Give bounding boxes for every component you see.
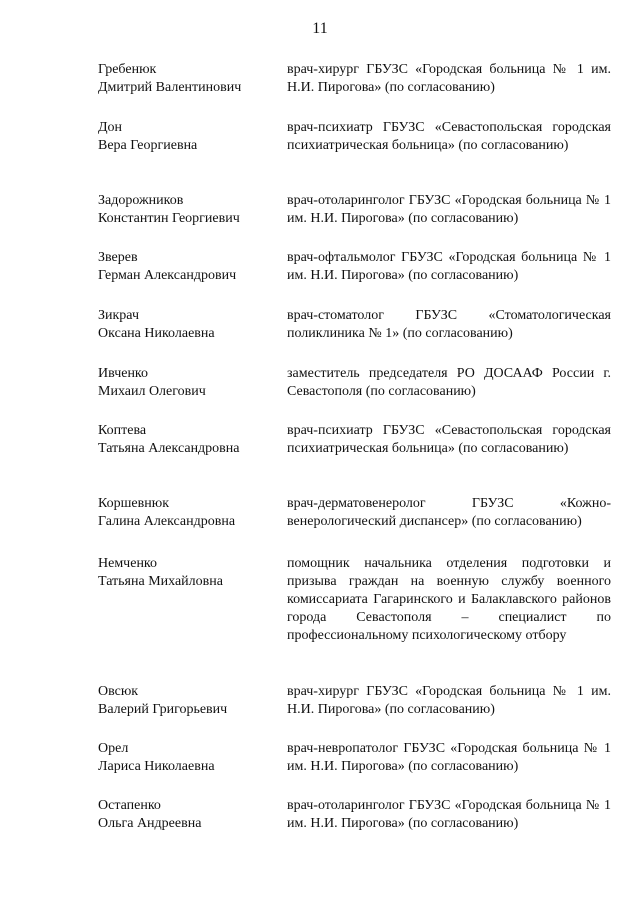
person-name	[98, 740, 273, 776]
position-description: врач-хирург ГБУЗС «Городская больница № 1 им. Н.И. Пирогова» (по согласованию)	[287, 62, 611, 95]
person-name	[98, 307, 273, 343]
position-description: врач-офтальмолог ГБУЗС «Городская больница № 1 им. Н.И. Пирогова» (по согласованию)	[287, 250, 611, 283]
page-number: 11	[312, 20, 328, 37]
surname: Ивченко	[98, 366, 149, 381]
given-names: Герман Александрович	[98, 268, 237, 283]
given-names: Татьяна Александровна	[98, 441, 240, 456]
surname: Зикрач	[98, 308, 140, 323]
surname: Дон	[98, 120, 123, 135]
position-description: врач-стоматолог ГБУЗС «Стоматологическая поликлиника № 1» (по согласованию)	[287, 308, 611, 341]
surname: Коршевнюк	[98, 496, 169, 511]
position-description: врач-хирург ГБУЗС «Городская больница № 1 им. Н.И. Пирогова» (по согласованию)	[287, 684, 611, 717]
given-names: Дмитрий Валентинович	[98, 80, 242, 95]
position-description: заместитель председателя РО ДОСААФ России г. Севастополя (по согласованию)	[287, 366, 611, 399]
person-name	[98, 192, 273, 228]
position-description: помощник начальника отделения подготовки и призыва граждан на военную службу военного комиссариата Гагаринского и Балаклавского районов города Севастополя – специалист по профессиональному психологическому отбору	[287, 556, 611, 643]
given-names: Константин Георгиевич	[98, 211, 240, 226]
given-names: Галина Александровна	[98, 514, 236, 529]
surname: Остапенко	[98, 798, 161, 813]
person-name	[98, 555, 273, 591]
surname: Немченко	[98, 556, 158, 571]
given-names: Вера Георгиевна	[98, 138, 198, 153]
person-name	[98, 683, 273, 719]
person-name	[98, 495, 273, 531]
surname: Овсюк	[98, 684, 139, 699]
person-name	[98, 249, 273, 285]
person-name	[98, 365, 273, 401]
position-description: врач-невропатолог ГБУЗС «Городская больница № 1 им. Н.И. Пирогова» (по согласованию)	[287, 741, 611, 774]
surname: Гребенюк	[98, 62, 157, 77]
person-name	[98, 119, 273, 155]
surname: Задорожников	[98, 193, 184, 208]
position-description: врач-дерматовенеролог ГБУЗС «Кожно-венерологический диспансер» (по согласованию)	[287, 496, 611, 529]
given-names: Валерий Григорьевич	[98, 702, 228, 717]
position-description: врач-психиатр ГБУЗС «Севастопольская городская психиатрическая больница» (по согласованию)	[287, 423, 611, 456]
given-names: Ольга Андреевна	[98, 816, 202, 831]
person-name	[98, 797, 273, 833]
surname: Коптева	[98, 423, 147, 438]
position-description: врач-психиатр ГБУЗС «Севастопольская городская психиатрическая больница» (по согласованию)	[287, 120, 611, 153]
given-names: Татьяна Михайловна	[98, 574, 223, 589]
person-name	[98, 422, 273, 458]
given-names: Михаил Олегович	[98, 384, 206, 399]
surname: Орел	[98, 741, 129, 756]
person-name	[98, 61, 273, 97]
position-description: врач-отоларинголог ГБУЗС «Городская больница № 1 им. Н.И. Пирогова» (по согласованию)	[287, 193, 611, 226]
position-description: врач-отоларинголог ГБУЗС «Городская больница № 1 им. Н.И. Пирогова» (по согласованию)	[287, 798, 611, 831]
given-names: Оксана Николаевна	[98, 326, 215, 341]
given-names: Лариса Николаевна	[98, 759, 215, 774]
surname: Зверев	[98, 250, 138, 265]
